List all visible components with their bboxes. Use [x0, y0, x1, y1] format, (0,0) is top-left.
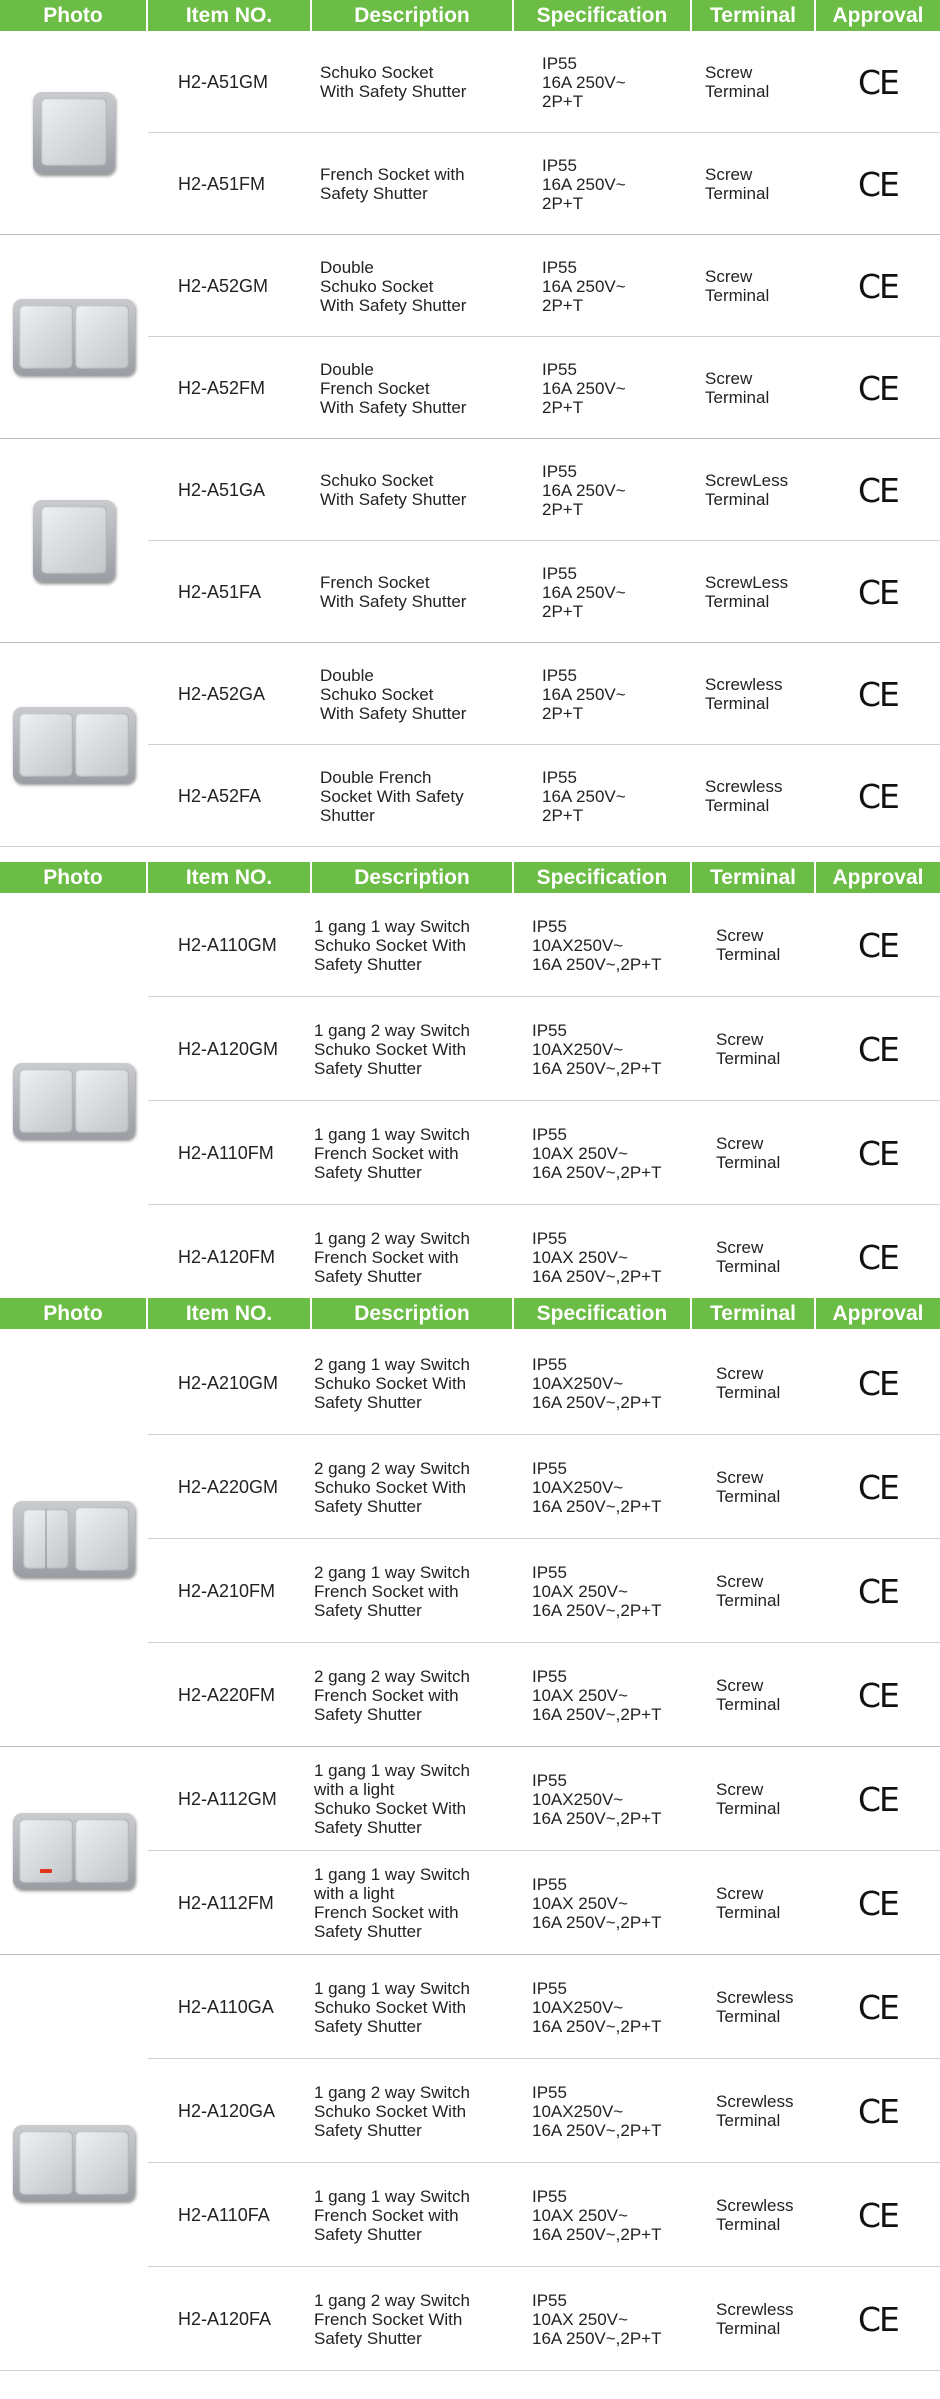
- product-section: [0, 1298, 940, 2371]
- ce-approval-mark: CE: [858, 2299, 898, 2339]
- item-number: H2-A112FM: [178, 1892, 274, 1913]
- header-photo: Photo: [0, 1298, 148, 1329]
- header-approval: Approval: [832, 865, 924, 889]
- product-photo: [0, 893, 148, 1309]
- ce-approval-mark: CE: [858, 925, 898, 965]
- socket-cover: [75, 2131, 129, 2195]
- specification: IP55 16A 250V~ 2P+T: [542, 665, 626, 723]
- description: 1 gang 2 way Switch Schuko Socket With Safety Shutter: [314, 2082, 470, 2140]
- socket-cover: [75, 1507, 129, 1571]
- specification: IP55 10AX 250V~ 16A 250V~,2P+T: [532, 1124, 662, 1182]
- item-number: H2-A112GM: [178, 1788, 277, 1809]
- product-photo: [0, 1331, 148, 1747]
- terminal: Screw Terminal: [716, 1676, 781, 1714]
- socket-image: [13, 1813, 135, 1889]
- item-number: H2-A51FM: [178, 173, 266, 194]
- description: 1 gang 1 way Switch French Socket with Safety Shutter: [314, 1124, 470, 1182]
- product-section: [0, 862, 940, 1309]
- terminal: Screw Terminal: [716, 1884, 781, 1922]
- description: 2 gang 1 way Switch French Socket with Safety Shutter: [314, 1562, 470, 1620]
- specification: IP55 16A 250V~ 2P+T: [542, 257, 626, 315]
- description: 1 gang 1 way Switch with a light Schuko Socket With Safety Shutter: [314, 1761, 470, 1837]
- socket-cover: [41, 98, 107, 166]
- specification: IP55 10AX250V~ 16A 250V~,2P+T: [532, 1978, 662, 2036]
- header-approval: Approval: [832, 1301, 924, 1325]
- ce-approval-mark: CE: [858, 1987, 898, 2027]
- description: 2 gang 2 way Switch French Socket with Safety Shutter: [314, 1666, 470, 1724]
- socket-cover: [19, 2131, 73, 2195]
- terminal: Screwless Terminal: [716, 1988, 794, 2026]
- ce-approval-mark: CE: [858, 1675, 898, 1715]
- socket-image: [33, 500, 115, 582]
- item-number: H2-A120FA: [178, 2308, 272, 2329]
- socket-cover: [75, 1819, 129, 1883]
- terminal: Screwless Terminal: [716, 2092, 794, 2130]
- product-photo: [0, 1747, 148, 1955]
- terminal: Screwless Terminal: [705, 675, 783, 713]
- ce-approval-mark: CE: [858, 1029, 898, 1069]
- ce-approval-mark: CE: [858, 674, 898, 714]
- specification: IP55 10AX250V~ 16A 250V~,2P+T: [532, 1770, 662, 1828]
- header-description: Description: [312, 0, 514, 31]
- item-number: H2-A220GM: [178, 1476, 279, 1497]
- item-number: H2-A210GM: [178, 1372, 279, 1393]
- terminal: Screw Terminal: [716, 1572, 781, 1610]
- table-header: [0, 862, 940, 893]
- item-number: H2-A110FA: [178, 2204, 270, 2225]
- header-specification: Specification: [514, 0, 692, 31]
- terminal: ScrewLess Terminal: [705, 573, 789, 611]
- item-number: H2-A220FM: [178, 1684, 276, 1705]
- terminal: Screwless Terminal: [716, 2196, 794, 2234]
- socket-cover: [19, 305, 73, 369]
- ce-approval-mark: CE: [858, 572, 898, 612]
- socket-image: [33, 92, 115, 174]
- socket-cover: [75, 305, 129, 369]
- terminal: Screwless Terminal: [705, 777, 783, 815]
- socket-cover: [19, 713, 73, 777]
- description: 2 gang 1 way Switch Schuko Socket With Safety Shutter: [314, 1354, 470, 1412]
- product-section: [0, 0, 940, 847]
- ce-approval-mark: CE: [858, 1467, 898, 1507]
- specification: IP55 10AX250V~ 16A 250V~,2P+T: [532, 1354, 662, 1412]
- specification: IP55 16A 250V~ 2P+T: [542, 359, 626, 417]
- description: 1 gang 1 way Switch with a light French Socket with Safety Shutter: [314, 1865, 470, 1941]
- item-number: H2-A110FM: [178, 1142, 274, 1163]
- description: Double French Socket With Safety Shutter: [320, 767, 464, 825]
- header-approval: Approval: [832, 3, 924, 27]
- socket-cover: [41, 506, 107, 574]
- specification: IP55 16A 250V~ 2P+T: [542, 767, 626, 825]
- header-specification: Specification: [514, 1298, 692, 1329]
- description: 1 gang 2 way Switch French Socket with Safety Shutter: [314, 1228, 470, 1286]
- item-number: H2-A52FM: [178, 377, 266, 398]
- product-photo: [0, 439, 148, 643]
- ce-approval-mark: CE: [858, 368, 898, 408]
- ce-approval-mark: CE: [858, 2091, 898, 2131]
- header-description: Description: [312, 862, 514, 893]
- description: Double Schuko Socket With Safety Shutter: [320, 665, 467, 723]
- terminal: Screw Terminal: [716, 1780, 781, 1818]
- header-terminal: Terminal: [692, 0, 816, 31]
- terminal: Screw Terminal: [716, 1468, 781, 1506]
- header-item-no: Item NO.: [148, 1298, 312, 1329]
- specification: IP55 10AX 250V~ 16A 250V~,2P+T: [532, 1666, 662, 1724]
- header-specification: Specification: [514, 862, 692, 893]
- table-header: [0, 0, 940, 31]
- ce-approval-mark: CE: [858, 2195, 898, 2235]
- item-number: H2-A120GA: [178, 2100, 276, 2121]
- item-number: H2-A52GM: [178, 275, 269, 296]
- terminal: Screw Terminal: [716, 1238, 781, 1276]
- product-photo: [0, 643, 148, 847]
- ce-approval-mark: CE: [858, 62, 898, 102]
- header-item-no: Item NO.: [148, 0, 312, 31]
- ce-approval-mark: CE: [858, 1237, 898, 1277]
- socket-image: [13, 1501, 135, 1577]
- specification: IP55 16A 250V~ 2P+T: [542, 563, 626, 621]
- header-description: Description: [312, 1298, 514, 1329]
- terminal: Screw Terminal: [716, 926, 781, 964]
- product-photo: [0, 31, 148, 235]
- terminal: Screw Terminal: [705, 63, 770, 101]
- socket-cover: [75, 713, 129, 777]
- terminal: Screwless Terminal: [716, 2300, 794, 2338]
- product-photo: [0, 235, 148, 439]
- product-photo: [0, 1955, 148, 2371]
- socket-image: [13, 1063, 135, 1139]
- item-number: H2-A210FM: [178, 1580, 276, 1601]
- header-item-no: Item NO.: [148, 862, 312, 893]
- item-number: H2-A110GM: [178, 934, 277, 955]
- item-number: H2-A51GM: [178, 71, 269, 92]
- item-number: H2-A120GM: [178, 1038, 279, 1059]
- description: Schuko Socket With Safety Shutter: [320, 63, 467, 101]
- specification: IP55 10AX 250V~ 16A 250V~,2P+T: [532, 2186, 662, 2244]
- ce-approval-mark: CE: [858, 1779, 898, 1819]
- ce-approval-mark: CE: [858, 1363, 898, 1403]
- header-terminal: Terminal: [692, 862, 816, 893]
- header-photo: Photo: [0, 862, 148, 893]
- specification: IP55 16A 250V~ 2P+T: [542, 155, 626, 213]
- ce-approval-mark: CE: [858, 1133, 898, 1173]
- item-number: H2-A120FM: [178, 1246, 276, 1267]
- indicator-light-icon: [40, 1869, 52, 1873]
- header-photo: Photo: [0, 0, 148, 31]
- terminal: ScrewLess Terminal: [705, 471, 789, 509]
- ce-approval-mark: CE: [858, 164, 898, 204]
- header-terminal: Terminal: [692, 1298, 816, 1329]
- item-number: H2-A52GA: [178, 683, 266, 704]
- socket-image: [13, 707, 135, 783]
- socket-image: [13, 299, 135, 375]
- description: French Socket With Safety Shutter: [320, 573, 467, 611]
- specification: IP55 10AX250V~ 16A 250V~,2P+T: [532, 1020, 662, 1078]
- terminal: Screw Terminal: [705, 369, 770, 407]
- ce-approval-mark: CE: [858, 266, 898, 306]
- description: 2 gang 2 way Switch Schuko Socket With Safety Shutter: [314, 1458, 470, 1516]
- description: Double Schuko Socket With Safety Shutter: [320, 257, 467, 315]
- specification: IP55 10AX 250V~ 16A 250V~,2P+T: [532, 1874, 662, 1932]
- switch-split: [45, 1509, 47, 1569]
- specification: IP55 16A 250V~ 2P+T: [542, 53, 626, 111]
- specification: IP55 10AX250V~ 16A 250V~,2P+T: [532, 2082, 662, 2140]
- specification: IP55 10AX 250V~ 16A 250V~,2P+T: [532, 1562, 662, 1620]
- specification: IP55 10AX 250V~ 16A 250V~,2P+T: [532, 2290, 662, 2348]
- terminal: Screw Terminal: [705, 267, 770, 305]
- specification: IP55 10AX 250V~ 16A 250V~,2P+T: [532, 1228, 662, 1286]
- specification: IP55 16A 250V~ 2P+T: [542, 461, 626, 519]
- description: 1 gang 2 way Switch French Socket With Safety Shutter: [314, 2290, 470, 2348]
- item-number: H2-A110GA: [178, 1996, 274, 2017]
- ce-approval-mark: CE: [858, 776, 898, 816]
- terminal: Screw Terminal: [716, 1134, 781, 1172]
- ce-approval-mark: CE: [858, 1571, 898, 1611]
- item-number: H2-A51FA: [178, 581, 262, 602]
- description: Double French Socket With Safety Shutter: [320, 359, 467, 417]
- description: French Socket with Safety Shutter: [320, 165, 465, 203]
- description: 1 gang 1 way Switch Schuko Socket With Safety Shutter: [314, 916, 470, 974]
- specification: IP55 10AX250V~ 16A 250V~,2P+T: [532, 1458, 662, 1516]
- socket-cover: [75, 1069, 129, 1133]
- ce-approval-mark: CE: [858, 1883, 898, 1923]
- ce-approval-mark: CE: [858, 470, 898, 510]
- description: 1 gang 2 way Switch Schuko Socket With Safety Shutter: [314, 1020, 470, 1078]
- terminal: Screw Terminal: [705, 165, 770, 203]
- terminal: Screw Terminal: [716, 1030, 781, 1068]
- terminal: Screw Terminal: [716, 1364, 781, 1402]
- specification: IP55 10AX250V~ 16A 250V~,2P+T: [532, 916, 662, 974]
- description: 1 gang 1 way Switch Schuko Socket With Safety Shutter: [314, 1978, 470, 2036]
- socket-cover: [19, 1819, 73, 1883]
- description: 1 gang 1 way Switch French Socket with Safety Shutter: [314, 2186, 470, 2244]
- socket-cover: [19, 1069, 73, 1133]
- description: Schuko Socket With Safety Shutter: [320, 471, 467, 509]
- item-number: H2-A52FA: [178, 785, 262, 806]
- table-header: [0, 1298, 940, 1329]
- item-number: H2-A51GA: [178, 479, 266, 500]
- socket-image: [13, 2125, 135, 2201]
